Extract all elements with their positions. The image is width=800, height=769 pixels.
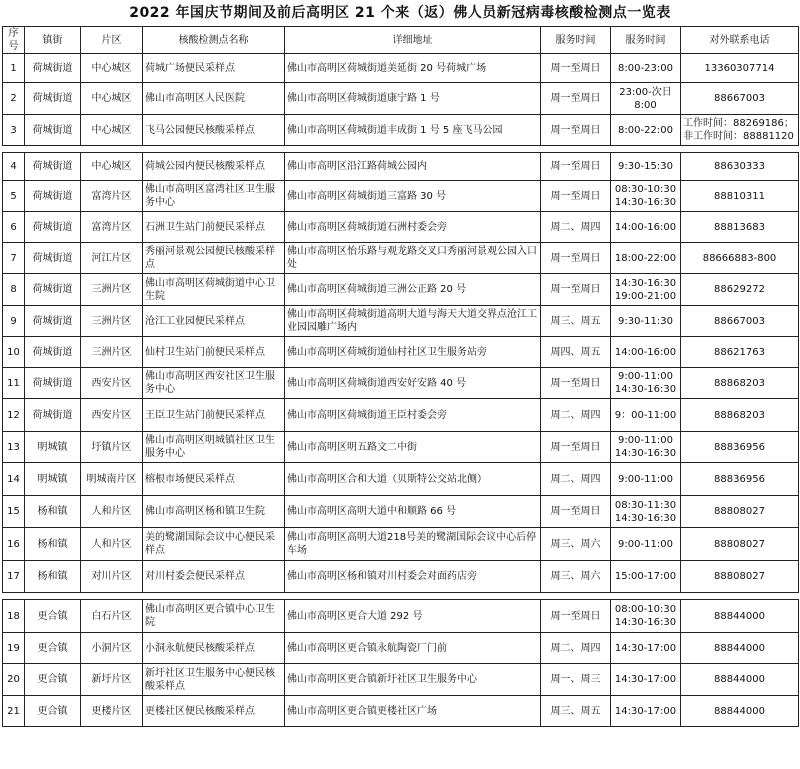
header-area: 片区 — [81, 27, 143, 54]
cell-phone — [681, 463, 799, 496]
cell-service-hours — [611, 115, 681, 146]
table-row — [3, 54, 799, 83]
cell-area: 明城南片区 — [81, 463, 143, 496]
service-hours-line: 14:00-16:00 — [614, 346, 677, 358]
cell-town: 更合镇 — [25, 600, 81, 633]
phone-line: 88808027 — [714, 538, 765, 550]
cell-area: 中心城区 — [81, 153, 143, 181]
cell-area: 中心城区 — [81, 115, 143, 146]
cell-service-days: 周二、周四 — [541, 212, 611, 243]
table-row — [3, 306, 799, 337]
service-hours-line: 14:30-17:00 — [614, 705, 677, 717]
service-hours-line: 9：00-11:00 — [614, 409, 677, 421]
cell-service-hours — [611, 153, 681, 181]
cell-address: 佛山市高明区荷城街道丰成街 1 号 5 座飞马公园 — [285, 115, 541, 146]
cell-service-days: 周一、周三 — [541, 664, 611, 696]
cell-no: 11 — [3, 368, 25, 399]
service-hours-line: 8:00-23:00 — [618, 62, 673, 74]
table-row — [3, 600, 799, 633]
table-row — [3, 368, 799, 399]
cell-service-hours — [611, 696, 681, 727]
service-hours-line: 23:00-次日 — [619, 86, 672, 98]
cell-service-days: 周三、周五 — [541, 306, 611, 337]
cell-service-hours — [611, 306, 681, 337]
service-hours-line: 08:30-10:30 — [614, 184, 677, 195]
phone-line: 88844000 — [714, 705, 765, 717]
cell-address: 佛山市高明区荷城街道仙村社区卫生服务站旁 — [285, 337, 541, 368]
cell-area: 西安片区 — [81, 399, 143, 432]
cell-no: 9 — [3, 306, 25, 337]
cell-site-name: 佛山市高明区明城镇社区卫生服务中心 — [143, 432, 285, 463]
cell-town: 荷城街道 — [25, 83, 81, 115]
page-title: 2022 年国庆节期间及前后高明区 21 个来（返）佛人员新冠病毒核酸检测点一览表 — [129, 5, 671, 21]
cell-area: 富湾片区 — [81, 212, 143, 243]
service-hours-line: 15:00-17:00 — [614, 571, 677, 582]
cell-site-name: 对川村委会便民采样点 — [143, 561, 285, 593]
cell-site-name: 佛山市高明区西安社区卫生服务中心 — [143, 368, 285, 399]
cell-service-hours — [611, 83, 681, 115]
header-phone: 对外联系电话 — [681, 27, 799, 54]
service-hours-line: 9:00-11:00 — [618, 435, 673, 446]
cell-town: 更合镇 — [25, 696, 81, 727]
cell-no: 14 — [3, 463, 25, 496]
cell-service-hours — [611, 212, 681, 243]
cell-phone — [681, 368, 799, 399]
cell-phone — [681, 83, 799, 115]
cell-town: 杨和镇 — [25, 561, 81, 593]
cell-address: 佛山市高明区合和大道（贝斯特公交站北侧） — [285, 463, 541, 496]
cell-town: 明城镇 — [25, 463, 81, 496]
cell-address: 佛山市高明区杨和镇对川村委会对面药店旁 — [285, 561, 541, 593]
cell-service-hours — [611, 528, 681, 561]
service-hours-line: 14:30-17:00 — [614, 674, 677, 685]
cell-area: 三洲片区 — [81, 274, 143, 306]
section-gap-cell — [3, 146, 799, 153]
table-row — [3, 664, 799, 696]
cell-town: 荷城街道 — [25, 337, 81, 368]
cell-service-days: 周一至周日 — [541, 274, 611, 306]
cell-service-hours — [611, 399, 681, 432]
phone-line: 88836956 — [714, 441, 765, 453]
phone-line: 88844000 — [714, 642, 765, 654]
cell-site-name: 荷城公园内便民核酸采样点 — [143, 153, 285, 181]
phone-line: 88667003 — [714, 315, 765, 327]
cell-area: 对川片区 — [81, 561, 143, 593]
cell-no: 5 — [3, 181, 25, 212]
cell-town: 荷城街道 — [25, 54, 81, 83]
service-hours-line: 9:00-11:00 — [618, 538, 673, 550]
cell-service-hours — [611, 496, 681, 528]
cell-address: 佛山市高明区更合镇更楼社区广场 — [285, 696, 541, 727]
cell-service-hours — [611, 368, 681, 399]
cell-site-name: 王臣卫生站门前便民采样点 — [143, 399, 285, 432]
cell-no: 6 — [3, 212, 25, 243]
header-service-days: 服务时间 — [541, 27, 611, 54]
table-row — [3, 399, 799, 432]
service-hours-line: 9:00-11:00 — [618, 473, 673, 485]
cell-address: 佛山市高明区荷城街道美延街 20 号荷城广场 — [285, 54, 541, 83]
phone-line: 88666883-800 — [702, 252, 777, 264]
table-row — [3, 432, 799, 463]
cell-town: 荷城街道 — [25, 153, 81, 181]
table-row — [3, 463, 799, 496]
table-row — [3, 496, 799, 528]
section-gap — [3, 593, 799, 600]
cell-area: 白石片区 — [81, 600, 143, 633]
cell-service-days: 周一至周日 — [541, 243, 611, 274]
phone-line: 88836956 — [714, 473, 765, 485]
cell-site-name: 佛山市高明区荷城街道中心卫生院 — [143, 274, 285, 306]
service-hours-line: 14:30-16:30 — [614, 197, 677, 208]
cell-service-hours — [611, 337, 681, 368]
cell-town: 杨和镇 — [25, 528, 81, 561]
cell-phone — [681, 432, 799, 463]
cell-service-days: 周三、周五 — [541, 696, 611, 727]
cell-phone — [681, 600, 799, 633]
cell-service-days: 周一至周日 — [541, 368, 611, 399]
cell-no: 16 — [3, 528, 25, 561]
table-header-row — [3, 27, 799, 54]
cell-phone — [681, 664, 799, 696]
cell-town: 荷城街道 — [25, 368, 81, 399]
cell-area: 三洲片区 — [81, 337, 143, 368]
cell-town: 荷城街道 — [25, 274, 81, 306]
cell-area: 河江片区 — [81, 243, 143, 274]
section-gap-cell — [3, 593, 799, 600]
cell-service-hours — [611, 432, 681, 463]
cell-service-days: 周一至周日 — [541, 432, 611, 463]
table-row — [3, 181, 799, 212]
cell-address: 佛山市高明区荷城街道三洲公正路 20 号 — [285, 274, 541, 306]
cell-area: 圩镇片区 — [81, 432, 143, 463]
phone-line: 88808027 — [714, 571, 765, 582]
cell-service-days: 周一至周日 — [541, 115, 611, 146]
cell-address: 佛山市高明区高明大道218号美的鹭湖国际会议中心后停车场 — [285, 528, 541, 561]
service-hours-line: 14:30-16:30 — [614, 617, 677, 628]
header-no: 序号 — [3, 27, 25, 54]
cell-site-name: 新圩社区卫生服务中心便民核酸采样点 — [143, 664, 285, 696]
table-body — [3, 54, 799, 727]
cell-area: 人和片区 — [81, 496, 143, 528]
service-hours-line: 14:30-16:30 — [614, 448, 677, 459]
cell-service-days: 周二、周四 — [541, 463, 611, 496]
cell-address: 佛山市高明区荷城街道康宁路 1 号 — [285, 83, 541, 115]
table-row — [3, 153, 799, 181]
cell-no: 18 — [3, 600, 25, 633]
table-row — [3, 337, 799, 368]
cell-address: 佛山市高明区怡乐路与观龙路交叉口秀丽河景观公园入口处 — [285, 243, 541, 274]
cell-town: 荷城街道 — [25, 306, 81, 337]
cell-service-days: 周一至周日 — [541, 54, 611, 83]
service-hours-line: 19:00-21:00 — [614, 290, 677, 302]
cell-area: 小洞片区 — [81, 633, 143, 664]
phone-line: 88813683 — [714, 221, 765, 233]
cell-no: 19 — [3, 633, 25, 664]
cell-address: 佛山市高明区荷城街道西安好安路 40 号 — [285, 368, 541, 399]
table-row — [3, 212, 799, 243]
service-hours-line: 08:30-11:30 — [614, 499, 677, 511]
cell-service-days: 周二、周四 — [541, 399, 611, 432]
phone-line: 13360307714 — [704, 62, 775, 74]
service-hours-line: 14:30-16:30 — [614, 512, 677, 524]
service-hours-line: 14:30-16:30 — [614, 277, 677, 289]
cell-phone — [681, 696, 799, 727]
cell-area: 富湾片区 — [81, 181, 143, 212]
cell-service-hours — [611, 274, 681, 306]
cell-service-days: 周一至周日 — [541, 496, 611, 528]
cell-service-hours — [611, 181, 681, 212]
cell-no: 21 — [3, 696, 25, 727]
cell-service-hours — [611, 561, 681, 593]
cell-town: 荷城街道 — [25, 399, 81, 432]
cell-no: 15 — [3, 496, 25, 528]
cell-no: 7 — [3, 243, 25, 274]
cell-no: 2 — [3, 83, 25, 115]
cell-no: 3 — [3, 115, 25, 146]
cell-service-days: 周一至周日 — [541, 181, 611, 212]
table-row — [3, 243, 799, 274]
phone-line: 88629272 — [714, 284, 765, 295]
test-sites-table — [2, 26, 799, 727]
cell-site-name: 佛山市高明区富湾社区卫生服务中心 — [143, 181, 285, 212]
table-row — [3, 528, 799, 561]
cell-no: 12 — [3, 399, 25, 432]
cell-site-name: 佛山市高明区人民医院 — [143, 83, 285, 115]
cell-address: 佛山市高明区明五路文二中街 — [285, 432, 541, 463]
service-hours-line: 08:00-10:30 — [614, 604, 677, 615]
cell-site-name: 美的鹭湖国际会议中心便民采样点 — [143, 528, 285, 561]
cell-phone — [681, 528, 799, 561]
table-row — [3, 633, 799, 664]
cell-no: 1 — [3, 54, 25, 83]
service-hours-line: 8:00-22:00 — [618, 124, 673, 136]
section-gap — [3, 146, 799, 153]
cell-area: 三洲片区 — [81, 306, 143, 337]
cell-service-days: 周三、周六 — [541, 561, 611, 593]
phone-line: 非工作时间：88881120 — [683, 131, 794, 142]
cell-site-name: 秀丽河景观公园便民核酸采样点 — [143, 243, 285, 274]
phone-line: 88844000 — [714, 674, 765, 685]
cell-phone — [681, 561, 799, 593]
service-hours-line: 14:30-17:00 — [614, 642, 677, 654]
cell-phone — [681, 633, 799, 664]
cell-phone — [681, 306, 799, 337]
cell-area: 中心城区 — [81, 54, 143, 83]
cell-service-hours — [611, 54, 681, 83]
cell-phone — [681, 399, 799, 432]
cell-service-days: 周一至周日 — [541, 83, 611, 115]
cell-area: 中心城区 — [81, 83, 143, 115]
cell-phone — [681, 115, 799, 146]
cell-service-hours — [611, 463, 681, 496]
cell-no: 13 — [3, 432, 25, 463]
cell-site-name: 榕根市场便民采样点 — [143, 463, 285, 496]
service-hours-line: 9:00-11:00 — [618, 371, 673, 382]
cell-phone — [681, 153, 799, 181]
header-service-hours: 服务时间 — [611, 27, 681, 54]
cell-town: 荷城街道 — [25, 115, 81, 146]
cell-area: 西安片区 — [81, 368, 143, 399]
cell-service-days: 周二、周四 — [541, 633, 611, 664]
cell-service-days: 周四、周五 — [541, 337, 611, 368]
service-hours-line: 14:00-16:00 — [614, 221, 677, 233]
cell-phone — [681, 496, 799, 528]
cell-town: 更合镇 — [25, 633, 81, 664]
table-row — [3, 696, 799, 727]
cell-site-name: 佛山市高明区杨和镇卫生院 — [143, 496, 285, 528]
cell-phone — [681, 212, 799, 243]
cell-town: 荷城街道 — [25, 243, 81, 274]
cell-address: 佛山市高明区更合大道 292 号 — [285, 600, 541, 633]
cell-area: 人和片区 — [81, 528, 143, 561]
cell-phone — [681, 181, 799, 212]
cell-no: 20 — [3, 664, 25, 696]
cell-town: 荷城街道 — [25, 181, 81, 212]
cell-address: 佛山市高明区沿江路荷城公园内 — [285, 153, 541, 181]
table-row — [3, 115, 799, 146]
cell-service-hours — [611, 633, 681, 664]
phone-line: 工作时间：88269186； — [683, 118, 794, 129]
cell-phone — [681, 243, 799, 274]
service-hours-line: 14:30-16:30 — [614, 384, 677, 395]
cell-service-days: 周三、周六 — [541, 528, 611, 561]
cell-address: 佛山市高明区荷城街道高明大道与海天大道交界点沧江工业园园雕广场内 — [285, 306, 541, 337]
cell-address: 佛山市高明区更合镇新圩社区卫生服务中心 — [285, 664, 541, 696]
cell-address: 佛山市高明区荷城街道石洲村委会旁 — [285, 212, 541, 243]
cell-area: 更楼片区 — [81, 696, 143, 727]
table-row — [3, 83, 799, 115]
header-town: 镇街 — [25, 27, 81, 54]
cell-address: 佛山市高明区高明大道中和顺路 66 号 — [285, 496, 541, 528]
phone-line: 88868203 — [714, 377, 765, 389]
cell-site-name: 飞马公园便民核酸采样点 — [143, 115, 285, 146]
phone-line: 88630333 — [714, 161, 765, 172]
cell-service-days: 周一至周日 — [541, 153, 611, 181]
cell-service-hours — [611, 664, 681, 696]
cell-site-name: 更楼社区便民核酸采样点 — [143, 696, 285, 727]
service-hours-line: 9:30-11:30 — [618, 315, 673, 327]
cell-town: 荷城街道 — [25, 212, 81, 243]
phone-line: 88621763 — [714, 346, 765, 358]
cell-site-name: 小洞永航便民核酸采样点 — [143, 633, 285, 664]
cell-town: 更合镇 — [25, 664, 81, 696]
cell-site-name: 沧江工业园便民采样点 — [143, 306, 285, 337]
cell-no: 10 — [3, 337, 25, 368]
phone-line: 88667003 — [714, 93, 765, 104]
cell-address: 佛山市高明区更合镇永航陶瓷厂门前 — [285, 633, 541, 664]
cell-service-days: 周一至周日 — [541, 600, 611, 633]
cell-phone — [681, 337, 799, 368]
cell-address: 佛山市高明区荷城街道王臣村委会旁 — [285, 399, 541, 432]
phone-line: 88808027 — [714, 506, 765, 517]
cell-no: 4 — [3, 153, 25, 181]
phone-line: 88844000 — [714, 610, 765, 622]
service-hours-line: 9:30-15:30 — [618, 161, 673, 172]
cell-site-name: 佛山市高明区更合镇中心卫生院 — [143, 600, 285, 633]
service-hours-line: 8:00 — [634, 99, 657, 111]
cell-service-hours — [611, 243, 681, 274]
header-address: 详细地址 — [285, 27, 541, 54]
cell-site-name: 石洲卫生站门前便民采样点 — [143, 212, 285, 243]
cell-service-hours — [611, 600, 681, 633]
table-row — [3, 274, 799, 306]
cell-town: 明城镇 — [25, 432, 81, 463]
service-hours-line: 18:00-22:00 — [614, 252, 677, 264]
cell-phone — [681, 54, 799, 83]
cell-address: 佛山市高明区荷城街道三富路 30 号 — [285, 181, 541, 212]
cell-area: 新圩片区 — [81, 664, 143, 696]
phone-line: 88868203 — [714, 409, 765, 421]
table-row — [3, 561, 799, 593]
cell-no: 8 — [3, 274, 25, 306]
cell-town: 杨和镇 — [25, 496, 81, 528]
cell-site-name: 仙村卫生站门前便民采样点 — [143, 337, 285, 368]
cell-site-name: 荷城广场便民采样点 — [143, 54, 285, 83]
cell-phone — [681, 274, 799, 306]
cell-no: 17 — [3, 561, 25, 593]
phone-line: 88810311 — [714, 190, 765, 202]
header-site-name: 核酸检测点名称 — [143, 27, 285, 54]
